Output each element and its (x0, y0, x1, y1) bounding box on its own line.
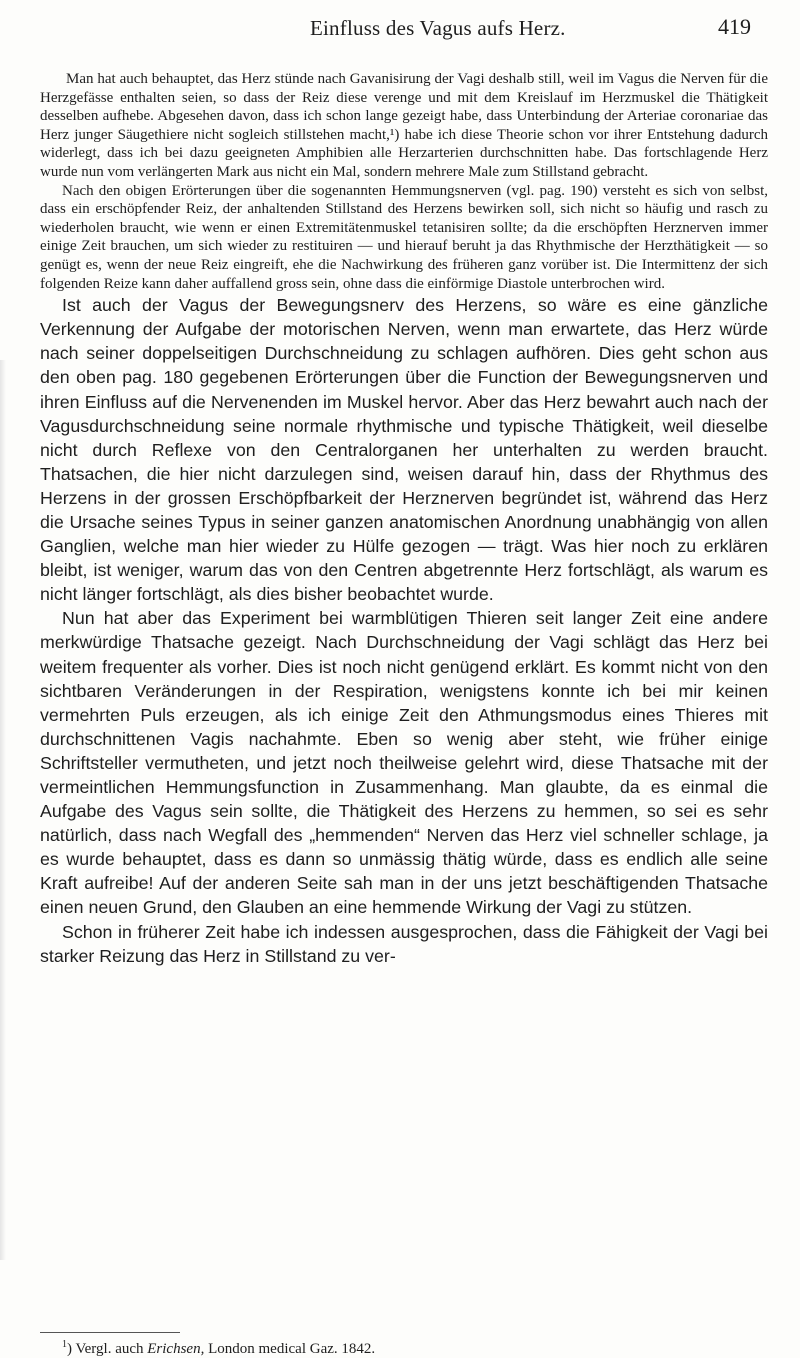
footnote-author: Erichsen, (147, 1341, 205, 1357)
paragraph-2: Nach den obigen Erörterungen über die sogenannten Hemmungsnerven (vgl. pag. 190) versteht es sich von selbst, dass ein erschöpfender Reiz, der anhaltenden Stillstand des Herzens bewirken soll, sich nicht so häufig und rasch zu wiederholen braucht, wie wenn er einen Extremitätenmuskel tetanisiren sollte; da die erschöpften Herznerven immer einige Zeit brauchen, um sich wieder zu restituiren — und hierauf beruht ja das Rhythmische der Herzthätigkeit — so genügt es, wenn der neue Reiz eingreift, ehe die Nachwirkung des früheren ganz vorüber ist. Die Intermittenz der sich folgenden Reize kann daher auffallend gross sein, ohne dass die einförmige Diastole unterbrochen wird. (40, 182, 768, 292)
body-text (40, 70, 768, 968)
footnote-prefix: ) Vergl. auch (67, 1341, 148, 1357)
paragraph-3: Ist auch der Vagus der Bewegungsnerv des Herzens, so wäre es eine gänzliche Verkennung der Aufgabe der motorischen Nerven, wenn man erwartete, das Herz würde nach seiner doppelseitigen Durchschneidung zu schlagen aufhören. Dies geht schon aus den oben pag. 180 gegebenen Erörterungen über die Function der Bewegungsnerven und ihren Einfluss auf die Nervenenden im Muskel hervor. Aber das Herz bewahrt auch nach der Vagusdurchschneidung seine normale rhythmische und typische Thätigkeit, weil dieselbe nicht durch Reflexe von den Centralorganen her unterhalten zu werden braucht. Thatsachen, die hier nicht darzulegen sind, weisen darauf hin, dass der Rhythmus des Herzens in der grossen Erschöpfbarkeit der Herznerven begründet ist, während das Herz die Ursache seines Typus in seiner ganzen anatomischen Anordnung unabhängig von allen Ganglien, welche man hier wieder zu Hülfe gezogen — trägt. Was hier noch zu erklären bleibt, ist weniger, warum das von den Centren abgetrennte Herz fortschlägt, als warum es nicht länger fortschlägt, als dies bisher beobachtet wurde. (40, 295, 768, 605)
footnote-mark: 1 (62, 1339, 67, 1350)
paragraph-1: Man hat auch behauptet, das Herz stünde nach Gavanisirung der Vagi deshalb still, weil im Vagus die Nerven für die Herzgefässe enthalten seien, so dass der Reiz diese verenge und mit dem Kreislauf im Herzmuskel die Thätigkeit desselben aufhebe. Abgesehen davon, dass ich schon lange gezeigt habe, dass Unterbindung der Arteriae coronariae das Herz junger Säugethiere nicht sogleich stillstehen macht,¹) habe ich diese Theorie schon vor ihrer Entstehung dadurch widerlegt, dass ich bei dazu geeigneten Amphibien alle Herzarterien durchschnitten habe. Das fortschlagende Herz wurde nun vom verlängerten Mark aus nicht ein Mal, sondern mehrere Male zum Stillstand gebracht. (40, 71, 768, 180)
page-header (0, 8, 800, 48)
footnote (40, 1336, 790, 1358)
paragraph-4: Nun hat aber das Experiment bei warmblütigen Thieren seit langer Zeit eine andere merkwürdige Thatsache gezeigt. Nach Durchschneidung der Vagi schlägt das Herz bei weitem frequenter als vorher. Dies ist noch nicht genügend erklärt. Es kommt nicht von den sichtbaren Veränderungen in der Respiration, wenigstens konnte ich bei mir keinen vermehrten Puls erzeugen, als ich einige Zeit den Athmungsmodus eines Thieres mit durchschnittenen Vagis nachahmte. Eben so wenig aber steht, wie früher einige Schriftsteller vermutheten, und jetzt noch theilweise gelehrt wird, diese Thatsache mit der vermeintlichen Hemmungsfunction in Zusammenhang. Man glaubte, da es einmal die Aufgabe des Vagus sein sollte, die Thätigkeit des Herzens zu hemmen, so sei es sehr natürlich, dass nach Wegfall des „hemmenden“ Nerven das Herz viel schneller schlage, ja es wurde behauptet, dass es dann so unmässig thätig würde, dass es endlich alle seine Kraft aufreibe! Auf der anderen Seite sah man in der uns jetzt beschäftigenden Thatsache einen neuen Grund, den Glauben an eine hemmende Wirkung der Vagi zu stützen. (40, 608, 768, 918)
footnote-rest: London medical Gaz. 1842. (204, 1341, 376, 1357)
footnote-rule (40, 1332, 180, 1333)
page-binding-shadow (0, 360, 6, 1260)
page-number: 419 (718, 14, 751, 39)
running-title: Einfluss des Vagus aufs Herz. (310, 16, 566, 40)
paragraph-5: Schon in früherer Zeit habe ich indessen ausgesprochen, dass die Fähigkeit der Vagi bei starker Reizung das Herz in Stillstand zu ver- (40, 921, 768, 966)
